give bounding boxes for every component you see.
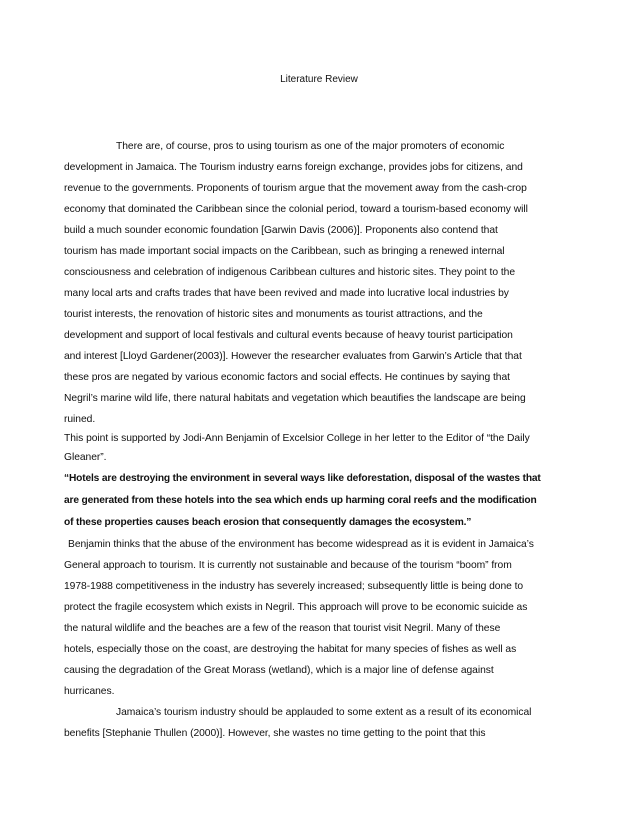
paragraph-1-line: There are, of course, pros to using tourism as one of the major promoters of economic	[116, 141, 505, 152]
paragraph-1-line: these pros are negated by various economic factors and social effects. He continues by saying that	[64, 372, 510, 383]
paragraph-3-line: hotels, especially those on the coast, are destroying the habitat for many species of fishes as well as	[64, 644, 517, 655]
paragraph-1-line: Negril’s marine wild life, there natural habitats and vegetation which beautifies the landscape are being	[64, 393, 526, 404]
paragraph-1-line: ruined.	[64, 414, 96, 425]
paragraph-1-line: tourism has made important social impacts on the Caribbean, such as bringing a renewed internal	[64, 246, 505, 257]
paragraph-3-line: Benjamin thinks that the abuse of the environment has become widespread as it is evident in Jamaica’s	[68, 539, 534, 550]
paragraph-3-line: hurricanes.	[64, 686, 115, 697]
paragraph-3-line: the natural wildlife and the beaches are a few of the reason that tourist visit Negril. Many of these	[64, 623, 501, 634]
paragraph-3-line: causing the degradation of the Great Morass (wetland), which is a major line of defense against	[64, 665, 494, 676]
quote-line: are generated from these hotels into the sea which ends up harming coral reefs and the modification	[64, 495, 537, 506]
paragraph-1-line: many local arts and crafts trades that have been revived and made into lucrative local industries by	[64, 288, 509, 299]
page-title: Literature Review	[280, 74, 358, 85]
paragraph-4-line: benefits [Stephanie Thullen (2000)]. However, she wastes no time getting to the point that this	[64, 728, 486, 739]
paragraph-3-line: 1978-1988 competitiveness in the industry has severely increased; subsequently little is being done to	[64, 581, 524, 592]
quote-line: “Hotels are destroying the environment in several ways like deforestation, disposal of the wastes that	[64, 473, 541, 484]
paragraph-1-line: economy that dominated the Caribbean since the colonial period, toward a tourism-based economy will	[64, 204, 528, 215]
paragraph-1-line: consciousness and celebration of indigenous Caribbean cultures and historic sites. They point to the	[64, 267, 516, 278]
paragraph-1-line: build a much sounder economic foundation [Garwin Davis (2006)]. Proponents also contend that	[64, 225, 498, 236]
paragraph-1-line: revenue to the governments. Proponents of tourism argue that the movement away from the cash-crop	[64, 183, 527, 194]
paragraph-2-line: Gleaner”.	[64, 452, 107, 463]
quote-line: of these properties causes beach erosion that consequently damages the ecosystem.”	[64, 517, 472, 528]
paragraph-1-line: development and support of local festivals and cultural events because of heavy tourist participation	[64, 330, 513, 341]
paragraph-1-line: tourist interests, the renovation of historic sites and monuments as tourist attractions, and the	[64, 309, 483, 320]
paragraph-3-line: General approach to tourism. It is currently not sustainable and because of the tourism “boom” from	[64, 560, 512, 571]
paragraph-1-line: development in Jamaica. The Tourism industry earns foreign exchange, provides jobs for citizens, and	[64, 162, 523, 173]
paragraph-2-line: This point is supported by Jodi-Ann Benjamin of Excelsior College in her letter to the Editor of “the Daily	[64, 433, 530, 444]
paragraph-4-line: Jamaica’s tourism industry should be applauded to some extent as a result of its economical	[116, 707, 532, 718]
paragraph-1-line: and interest [Lloyd Gardener(2003)]. However the researcher evaluates from Garwin’s Article that that	[64, 351, 522, 362]
paragraph-3-line: protect the fragile ecosystem which exists in Negril. This approach will prove to be economic suicide as	[64, 602, 528, 613]
